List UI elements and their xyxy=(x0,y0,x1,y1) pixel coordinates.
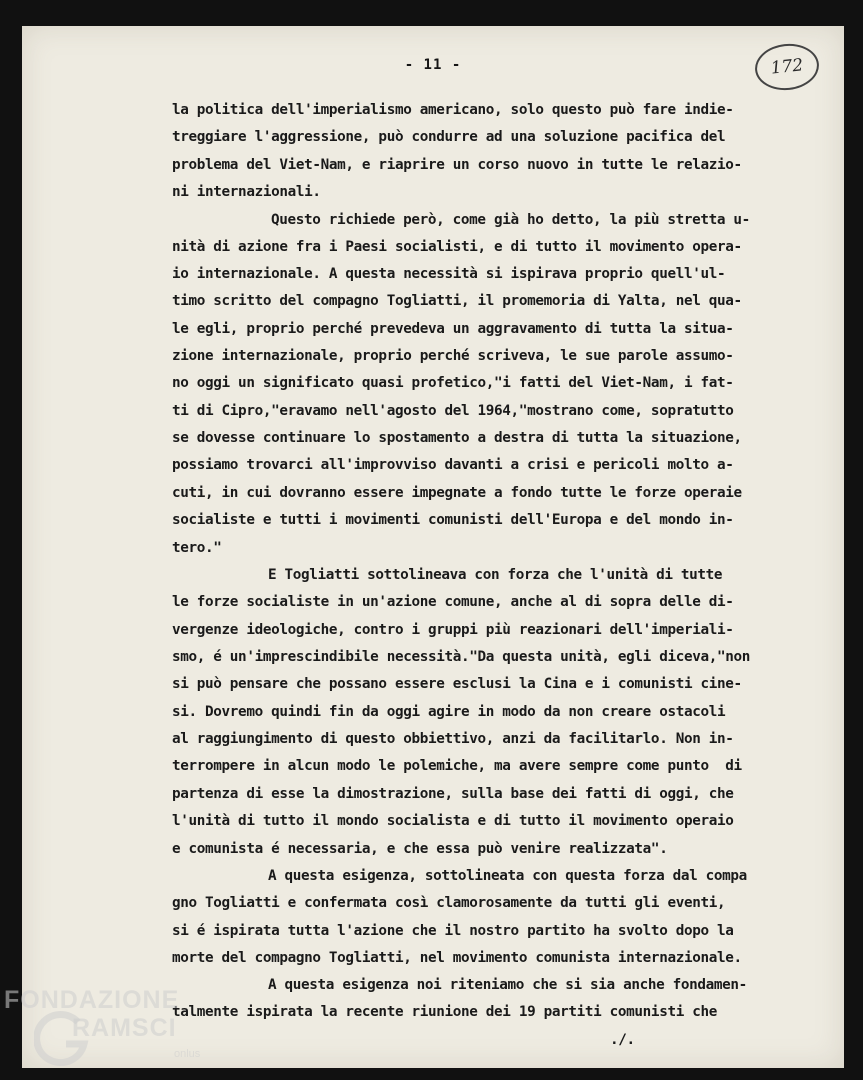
text-line: se dovesse continuare lo spostamento a destra di tutta la situazione, xyxy=(172,430,742,446)
text-line: socialiste e tutti i movimenti comunisti dell'Europa e del mondo in- xyxy=(172,512,734,528)
archive-number-stamp: 172 xyxy=(753,41,821,93)
text-line: talmente ispirata la recente riunione dei 19 partiti comunisti che xyxy=(172,1004,717,1020)
text-line: nità di azione fra i Paesi socialisti, e di tutto il movimento opera- xyxy=(172,239,742,255)
text-line: morte del compagno Togliatti, nel movimento comunista internazionale. xyxy=(172,950,742,966)
text-line: gno Togliatti e confermata così clamorosamente da tutti gli eventi, xyxy=(172,895,726,911)
text-line: al raggiungimento di questo obbiettivo, anzi da facilitarlo. Non in- xyxy=(172,731,734,747)
watermark-line-1: FONDAZIONE xyxy=(4,986,180,1014)
page-number: - 11 - xyxy=(404,57,462,73)
text-line: possiamo trovarci all'improvviso davanti a crisi e pericoli molto a- xyxy=(172,457,734,473)
text-line: treggiare l'aggressione, può condurre ad una soluzione pacifica del xyxy=(172,129,726,145)
text-line: Questo richiede però, come già ho detto, la più stretta u- xyxy=(271,212,750,228)
text-line: tero." xyxy=(172,540,222,556)
watermark-line-2: RAMSCI xyxy=(72,1014,177,1042)
text-line: la politica dell'imperialismo americano, solo questo può fare indie- xyxy=(172,102,734,118)
text-line: timo scritto del compagno Togliatti, il promemoria di Yalta, nel qua- xyxy=(172,293,742,309)
typewritten-page xyxy=(22,26,844,1068)
text-line: E Togliatti sottolineava con forza che l'unità di tutte xyxy=(268,567,723,583)
text-line: zione internazionale, proprio perché scriveva, le sue parole assumo- xyxy=(172,348,734,364)
text-line: e comunista é necessaria, e che essa può venire realizzata". xyxy=(172,841,668,857)
text-line: partenza di esse la dimostrazione, sulla base dei fatti di oggi, che xyxy=(172,786,734,802)
text-line: le forze socialiste in un'azione comune, anche al di sopra delle di- xyxy=(172,594,734,610)
text-line: si. Dovremo quindi fin da oggi agire in modo da non creare ostacoli xyxy=(172,704,726,720)
watermark-suffix: onlus xyxy=(174,1048,201,1060)
text-line: l'unità di tutto il mondo socialista e di tutto il movimento operaio xyxy=(172,813,734,829)
text-line: ti di Cipro,"eravamo nell'agosto del 1964,"mostrano come, sopratutto xyxy=(172,403,734,419)
text-line: cuti, in cui dovranno essere impegnate a fondo tutte le forze operaie xyxy=(172,485,742,501)
text-line: vergenze ideologiche, contro i gruppi più reazionari dell'imperiali- xyxy=(172,622,734,638)
text-line: le egli, proprio perché prevedeva un aggravamento di tutta la situa- xyxy=(172,321,734,337)
text-line: si é ispirata tutta l'azione che il nostro partito ha svolto dopo la xyxy=(172,923,734,939)
text-line: io internazionale. A questa necessità si ispirava proprio quell'ul- xyxy=(172,266,726,282)
text-line: si può pensare che possano essere esclusi la Cina e i comunisti cine- xyxy=(172,676,742,692)
text-line: smo, é un'imprescindibile necessità."Da questa unità, egli diceva,"non xyxy=(172,649,751,665)
text-line: problema del Viet-Nam, e riaprire un corso nuovo in tutte le relazio- xyxy=(172,157,742,173)
text-line: terrompere in alcun modo le polemiche, ma avere sempre come punto di xyxy=(172,758,742,774)
text-line: ./. xyxy=(610,1032,635,1048)
text-line: no oggi un significato quasi profetico,"i fatti del Viet-Nam, i fat- xyxy=(172,375,734,391)
text-line: A questa esigenza, sottolineata con questa forza dal compa xyxy=(268,868,747,884)
text-line: ni internazionali. xyxy=(172,184,321,200)
text-line: A questa esigenza noi riteniamo che si sia anche fondamen- xyxy=(268,977,747,993)
